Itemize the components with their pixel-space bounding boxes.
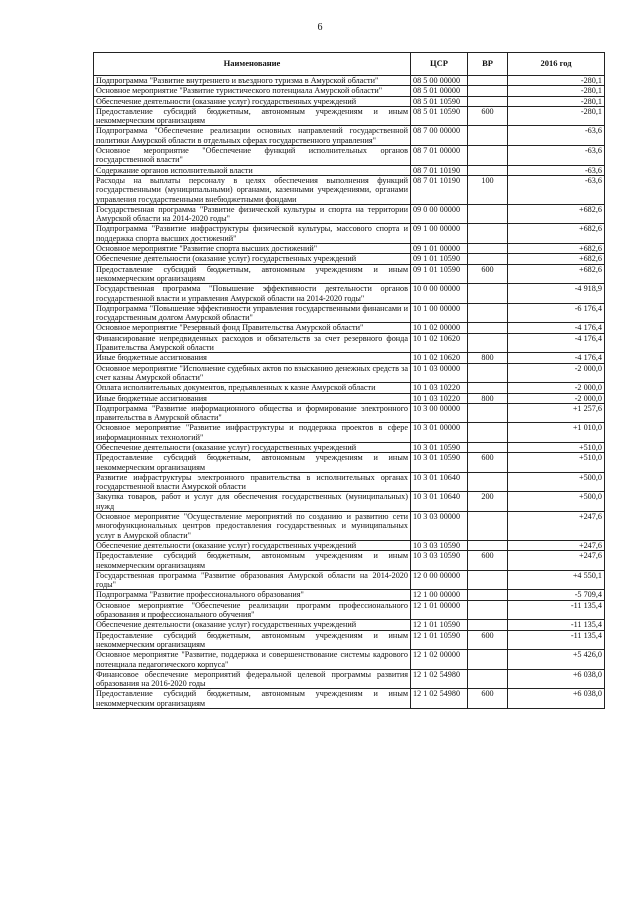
table-row bbox=[94, 620, 605, 630]
cell-value: -4 176,4 bbox=[508, 323, 605, 333]
cell-value: -280,1 bbox=[508, 96, 605, 106]
cell-value: +510,0 bbox=[508, 442, 605, 452]
cell-vr bbox=[468, 323, 508, 333]
cell-name: Основное мероприятие "Развитие инфраструктуры и поддержка проектов в сфере информационных технологий" bbox=[94, 423, 411, 443]
cell-name: Иные бюджетные ассигнования bbox=[94, 353, 411, 363]
cell-csr: 10 3 01 10590 bbox=[411, 453, 468, 473]
table-row bbox=[94, 551, 605, 571]
table-row bbox=[94, 472, 605, 492]
cell-vr bbox=[468, 254, 508, 264]
cell-value: +682,6 bbox=[508, 244, 605, 254]
cell-name: Предоставление субсидий бюджетным, автономным учреждениям и иным некоммерческим организациям bbox=[94, 551, 411, 571]
table-row bbox=[94, 76, 605, 86]
table-row bbox=[94, 512, 605, 541]
cell-name: Предоставление субсидий бюджетным, автономным учреждениям и иным некоммерческим организациям bbox=[94, 453, 411, 473]
cell-csr: 12 1 01 10590 bbox=[411, 630, 468, 650]
cell-vr bbox=[468, 86, 508, 96]
cell-value: -2 000,0 bbox=[508, 393, 605, 403]
table-row bbox=[94, 492, 605, 512]
cell-vr bbox=[468, 146, 508, 166]
cell-csr: 09 1 01 10590 bbox=[411, 254, 468, 264]
table-row bbox=[94, 403, 605, 423]
cell-name: Основное мероприятие "Развитие туристического потенциала Амурской области" bbox=[94, 86, 411, 96]
table-row bbox=[94, 669, 605, 689]
cell-vr bbox=[468, 284, 508, 304]
cell-value: +500,0 bbox=[508, 492, 605, 512]
table-row bbox=[94, 254, 605, 264]
cell-name: Расходы на выплаты персоналу в целях обеспечения выполнения функций государственными (муниципальными) органами, казенными учреждениями, органами управления государственными внебюджетными фондами bbox=[94, 175, 411, 204]
cell-name: Развитие инфраструктуры электронного правительства в исполнительных органах государственной власти Амурской области bbox=[94, 472, 411, 492]
cell-value: +6 038,0 bbox=[508, 689, 605, 709]
cell-csr: 10 1 03 10220 bbox=[411, 393, 468, 403]
table-row bbox=[94, 106, 605, 126]
table-row bbox=[94, 453, 605, 473]
cell-vr: 100 bbox=[468, 175, 508, 204]
cell-csr: 10 3 03 10590 bbox=[411, 540, 468, 550]
table-row bbox=[94, 86, 605, 96]
cell-value: -4 176,4 bbox=[508, 333, 605, 353]
cell-vr: 600 bbox=[468, 106, 508, 126]
cell-value: +1 257,6 bbox=[508, 403, 605, 423]
table-row bbox=[94, 96, 605, 106]
cell-vr: 800 bbox=[468, 393, 508, 403]
cell-value: -11 135,4 bbox=[508, 600, 605, 620]
cell-value: -280,1 bbox=[508, 76, 605, 86]
cell-vr: 200 bbox=[468, 492, 508, 512]
page-number: 6 bbox=[317, 22, 323, 33]
cell-csr: 10 3 00 00000 bbox=[411, 403, 468, 423]
cell-value: +4 550,1 bbox=[508, 570, 605, 590]
cell-vr bbox=[468, 570, 508, 590]
cell-name: Иные бюджетные ассигнования bbox=[94, 393, 411, 403]
cell-csr: 10 1 03 10220 bbox=[411, 383, 468, 393]
cell-vr bbox=[468, 383, 508, 393]
cell-csr: 09 1 01 10590 bbox=[411, 264, 468, 284]
cell-value: +682,6 bbox=[508, 264, 605, 284]
cell-value: -5 709,4 bbox=[508, 590, 605, 600]
cell-name: Основное мероприятие "Резервный фонд Правительства Амурской области" bbox=[94, 323, 411, 333]
cell-csr: 12 1 02 54980 bbox=[411, 669, 468, 689]
cell-csr: 10 3 01 10590 bbox=[411, 442, 468, 452]
cell-value: -2 000,0 bbox=[508, 363, 605, 383]
table-row bbox=[94, 383, 605, 393]
cell-value: +247,6 bbox=[508, 512, 605, 541]
cell-name: Оплата исполнительных документов, предъявленных к казне Амурской области bbox=[94, 383, 411, 393]
cell-csr: 10 1 02 00000 bbox=[411, 323, 468, 333]
cell-name: Предоставление субсидий бюджетным, автономным учреждениям и иным некоммерческим организациям bbox=[94, 106, 411, 126]
cell-vr bbox=[468, 303, 508, 323]
table-row bbox=[94, 689, 605, 709]
table-row bbox=[94, 650, 605, 670]
table-row bbox=[94, 363, 605, 383]
cell-value: -6 176,4 bbox=[508, 303, 605, 323]
cell-csr: 08 7 01 00000 bbox=[411, 146, 468, 166]
cell-vr bbox=[468, 204, 508, 224]
table-row bbox=[94, 423, 605, 443]
cell-value: -63,6 bbox=[508, 126, 605, 146]
cell-name: Государственная программа "Развитие физической культуры и спорта на территории Амурской области на 2014-2020 годы" bbox=[94, 204, 411, 224]
cell-vr: 600 bbox=[468, 630, 508, 650]
cell-vr bbox=[468, 442, 508, 452]
cell-name: Обеспечение деятельности (оказание услуг) государственных учреждений bbox=[94, 254, 411, 264]
cell-vr bbox=[468, 540, 508, 550]
table-row bbox=[94, 303, 605, 323]
cell-csr: 08 7 01 10190 bbox=[411, 165, 468, 175]
cell-name: Предоставление субсидий бюджетным, автономным учреждениям и иным некоммерческим организациям bbox=[94, 630, 411, 650]
cell-value: -63,6 bbox=[508, 175, 605, 204]
cell-csr: 10 0 00 00000 bbox=[411, 284, 468, 304]
cell-value: -4 918,9 bbox=[508, 284, 605, 304]
cell-vr: 800 bbox=[468, 353, 508, 363]
cell-vr bbox=[468, 669, 508, 689]
cell-csr: 12 1 02 00000 bbox=[411, 650, 468, 670]
cell-csr: 10 3 03 00000 bbox=[411, 512, 468, 541]
cell-vr bbox=[468, 403, 508, 423]
table-row bbox=[94, 165, 605, 175]
cell-csr: 08 5 01 10590 bbox=[411, 96, 468, 106]
table-row bbox=[94, 126, 605, 146]
cell-value: +682,6 bbox=[508, 204, 605, 224]
cell-value: +500,0 bbox=[508, 472, 605, 492]
cell-vr bbox=[468, 224, 508, 244]
cell-csr: 12 1 02 54980 bbox=[411, 689, 468, 709]
cell-name: Государственная программа "Повышение эффективности деятельности органов государственной власти и управления Амурской области на 2014-2020 годы" bbox=[94, 284, 411, 304]
cell-vr: 600 bbox=[468, 264, 508, 284]
cell-csr: 10 1 03 00000 bbox=[411, 363, 468, 383]
cell-name: Финансирование непредвиденных расходов и обязательств за счет резервного фонда Правительства Амурской области bbox=[94, 333, 411, 353]
cell-vr bbox=[468, 472, 508, 492]
cell-csr: 12 0 00 00000 bbox=[411, 570, 468, 590]
cell-name: Подпрограмма "Обеспечение реализации основных направлений государственной политики Амурской области в отдельных сферах государственного управления" bbox=[94, 126, 411, 146]
cell-vr bbox=[468, 165, 508, 175]
cell-value: -11 135,4 bbox=[508, 630, 605, 650]
cell-csr: 12 1 01 00000 bbox=[411, 600, 468, 620]
cell-name: Основное мероприятие "Развитие спорта высших достижений" bbox=[94, 244, 411, 254]
header-vr: ВР bbox=[468, 53, 508, 76]
header-year: 2016 год bbox=[508, 53, 605, 76]
cell-value: -280,1 bbox=[508, 106, 605, 126]
cell-vr bbox=[468, 244, 508, 254]
cell-vr bbox=[468, 590, 508, 600]
cell-name: Предоставление субсидий бюджетным, автономным учреждениям и иным некоммерческим организациям bbox=[94, 689, 411, 709]
cell-name: Основное мероприятие "Развитие, поддержка и совершенствование системы кадрового потенциала педагогического корпуса" bbox=[94, 650, 411, 670]
cell-csr: 10 1 00 00000 bbox=[411, 303, 468, 323]
cell-name: Основное мероприятие "Осуществление мероприятий по созданию и развитию сети многофункциональных центров предоставления государственных и муниципальных услуг в Амурской области" bbox=[94, 512, 411, 541]
cell-value: -280,1 bbox=[508, 86, 605, 96]
cell-name: Предоставление субсидий бюджетным, автономным учреждениям и иным некоммерческим организациям bbox=[94, 264, 411, 284]
table-row bbox=[94, 590, 605, 600]
cell-vr bbox=[468, 363, 508, 383]
cell-value: -4 176,4 bbox=[508, 353, 605, 363]
cell-value: -63,6 bbox=[508, 146, 605, 166]
table-row bbox=[94, 264, 605, 284]
cell-csr: 08 7 00 00000 bbox=[411, 126, 468, 146]
cell-csr: 08 5 01 00000 bbox=[411, 86, 468, 96]
cell-value: +682,6 bbox=[508, 224, 605, 244]
header-csr: ЦСР bbox=[411, 53, 468, 76]
table-row bbox=[94, 244, 605, 254]
cell-name: Основное мероприятие "Обеспечение реализации программ профессионального образования и профессионального обучения" bbox=[94, 600, 411, 620]
table-row bbox=[94, 224, 605, 244]
cell-vr bbox=[468, 76, 508, 86]
cell-vr bbox=[468, 126, 508, 146]
table-row bbox=[94, 630, 605, 650]
cell-name: Подпрограмма "Развитие внутреннего и въездного туризма в Амурской области" bbox=[94, 76, 411, 86]
cell-csr: 10 1 02 10620 bbox=[411, 333, 468, 353]
table-row bbox=[94, 204, 605, 224]
table-row bbox=[94, 570, 605, 590]
cell-vr bbox=[468, 620, 508, 630]
budget-table bbox=[93, 52, 605, 709]
table-header-row bbox=[94, 53, 605, 76]
cell-csr: 12 1 00 00000 bbox=[411, 590, 468, 600]
cell-value: -63,6 bbox=[508, 165, 605, 175]
cell-vr bbox=[468, 96, 508, 106]
cell-vr: 600 bbox=[468, 551, 508, 571]
cell-csr: 10 3 01 10640 bbox=[411, 472, 468, 492]
table-row bbox=[94, 442, 605, 452]
cell-csr: 08 5 01 10590 bbox=[411, 106, 468, 126]
cell-vr bbox=[468, 650, 508, 670]
table-row bbox=[94, 353, 605, 363]
cell-name: Закупка товаров, работ и услуг для обеспечения государственных (муниципальных) нужд bbox=[94, 492, 411, 512]
cell-name: Обеспечение деятельности (оказание услуг) государственных учреждений bbox=[94, 442, 411, 452]
cell-csr: 10 3 03 10590 bbox=[411, 551, 468, 571]
table-row bbox=[94, 146, 605, 166]
cell-name: Обеспечение деятельности (оказание услуг) государственных учреждений bbox=[94, 620, 411, 630]
cell-name: Подпрограмма "Развитие инфраструктуры физической культуры, массового спорта и поддержка спорта высших достижений" bbox=[94, 224, 411, 244]
cell-vr: 600 bbox=[468, 689, 508, 709]
cell-csr: 08 5 00 00000 bbox=[411, 76, 468, 86]
cell-name: Государственная программа "Развитие образования Амурской области на 2014-2020 годы" bbox=[94, 570, 411, 590]
cell-name: Подпрограмма "Развитие профессионального образования" bbox=[94, 590, 411, 600]
cell-csr: 10 3 01 00000 bbox=[411, 423, 468, 443]
table-row bbox=[94, 323, 605, 333]
cell-csr: 10 3 01 10640 bbox=[411, 492, 468, 512]
cell-name: Основное мероприятие "Исполнение судебных актов по взысканию денежных средств за счет казны Амурской области" bbox=[94, 363, 411, 383]
cell-csr: 08 7 01 10190 bbox=[411, 175, 468, 204]
cell-csr: 09 1 01 00000 bbox=[411, 244, 468, 254]
cell-value: +682,6 bbox=[508, 254, 605, 264]
cell-csr: 09 1 00 00000 bbox=[411, 224, 468, 244]
cell-name: Основное мероприятие "Обеспечение функций исполнительных органов государственной власти" bbox=[94, 146, 411, 166]
cell-value: -2 000,0 bbox=[508, 383, 605, 393]
cell-vr bbox=[468, 333, 508, 353]
table-row bbox=[94, 540, 605, 550]
table-row bbox=[94, 393, 605, 403]
cell-csr: 10 1 02 10620 bbox=[411, 353, 468, 363]
cell-name: Подпрограмма "Развитие информационного общества и формирование электронного правительства в Амурской области" bbox=[94, 403, 411, 423]
table-row bbox=[94, 333, 605, 353]
table-row bbox=[94, 600, 605, 620]
table-body bbox=[94, 76, 605, 709]
cell-value: +1 010,0 bbox=[508, 423, 605, 443]
cell-vr: 600 bbox=[468, 453, 508, 473]
table-row bbox=[94, 175, 605, 204]
cell-name: Финансовое обеспечение мероприятий федеральной целевой программы развития образования на 2016-2020 годы bbox=[94, 669, 411, 689]
cell-value: +6 038,0 bbox=[508, 669, 605, 689]
cell-name: Обеспечение деятельности (оказание услуг) государственных учреждений bbox=[94, 540, 411, 550]
cell-name: Содержание органов исполнительной власти bbox=[94, 165, 411, 175]
cell-value: +5 426,0 bbox=[508, 650, 605, 670]
cell-value: +247,6 bbox=[508, 540, 605, 550]
cell-vr bbox=[468, 512, 508, 541]
cell-vr bbox=[468, 600, 508, 620]
cell-value: +510,0 bbox=[508, 453, 605, 473]
cell-value: -11 135,4 bbox=[508, 620, 605, 630]
cell-csr: 09 0 00 00000 bbox=[411, 204, 468, 224]
cell-vr bbox=[468, 423, 508, 443]
cell-value: +247,6 bbox=[508, 551, 605, 571]
table-row bbox=[94, 284, 605, 304]
cell-name: Подпрограмма "Повышение эффективности управления государственными финансами и государственным долгом Амурской области" bbox=[94, 303, 411, 323]
cell-name: Обеспечение деятельности (оказание услуг) государственных учреждений bbox=[94, 96, 411, 106]
header-name: Наименование bbox=[94, 53, 411, 76]
cell-csr: 12 1 01 10590 bbox=[411, 620, 468, 630]
